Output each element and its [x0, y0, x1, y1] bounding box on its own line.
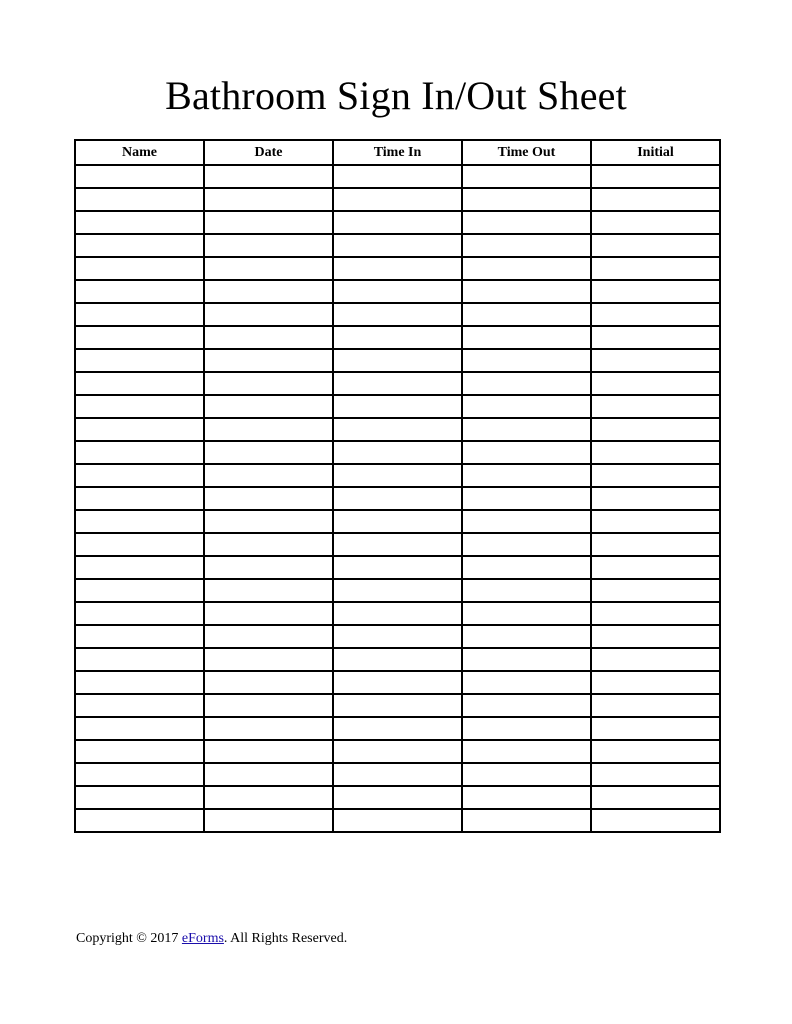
cell-name[interactable]: [75, 556, 204, 579]
cell-time-out[interactable]: [462, 464, 591, 487]
cell-date[interactable]: [204, 441, 333, 464]
cell-name[interactable]: [75, 579, 204, 602]
cell-name[interactable]: [75, 349, 204, 372]
cell-initial[interactable]: [591, 579, 720, 602]
cell-time-in[interactable]: [333, 740, 462, 763]
cell-time-in[interactable]: [333, 694, 462, 717]
cell-initial[interactable]: [591, 786, 720, 809]
cell-time-out[interactable]: [462, 579, 591, 602]
cell-time-in[interactable]: [333, 487, 462, 510]
cell-date[interactable]: [204, 188, 333, 211]
cell-time-in[interactable]: [333, 533, 462, 556]
cell-time-out[interactable]: [462, 786, 591, 809]
table-row: [75, 303, 720, 326]
table-row: [75, 326, 720, 349]
cell-date[interactable]: [204, 418, 333, 441]
cell-time-in[interactable]: [333, 602, 462, 625]
cell-initial[interactable]: [591, 809, 720, 832]
cell-time-out[interactable]: [462, 349, 591, 372]
table-row: [75, 648, 720, 671]
cell-date[interactable]: [204, 326, 333, 349]
cell-name[interactable]: [75, 487, 204, 510]
cell-time-in[interactable]: [333, 211, 462, 234]
cell-initial[interactable]: [591, 349, 720, 372]
cell-date[interactable]: [204, 579, 333, 602]
cell-name[interactable]: [75, 418, 204, 441]
cell-initial[interactable]: [591, 257, 720, 280]
cell-time-out[interactable]: [462, 556, 591, 579]
cell-time-out[interactable]: [462, 165, 591, 188]
cell-date[interactable]: [204, 533, 333, 556]
table-row: [75, 165, 720, 188]
cell-name[interactable]: [75, 786, 204, 809]
column-header-date: Date: [204, 140, 333, 165]
cell-name[interactable]: [75, 395, 204, 418]
cell-date[interactable]: [204, 395, 333, 418]
table-row: [75, 372, 720, 395]
cell-time-in[interactable]: [333, 372, 462, 395]
cell-name[interactable]: [75, 303, 204, 326]
copyright-suffix: . All Rights Reserved.: [223, 931, 348, 946]
cell-time-in[interactable]: [333, 625, 462, 648]
cell-initial[interactable]: [591, 625, 720, 648]
cell-time-out[interactable]: [462, 763, 591, 786]
table-row: [75, 533, 720, 556]
cell-name[interactable]: [75, 717, 204, 740]
cell-name[interactable]: [75, 257, 204, 280]
table-header-row: [75, 140, 720, 165]
cell-time-in[interactable]: [333, 648, 462, 671]
cell-time-in[interactable]: [333, 464, 462, 487]
cell-time-out[interactable]: [462, 694, 591, 717]
table-row: [75, 694, 720, 717]
cell-initial[interactable]: [591, 418, 720, 441]
cell-time-in[interactable]: [333, 257, 462, 280]
cell-time-out[interactable]: [462, 533, 591, 556]
cell-date[interactable]: [204, 234, 333, 257]
cell-time-in[interactable]: [333, 303, 462, 326]
cell-time-out[interactable]: [462, 303, 591, 326]
eforms-link[interactable]: eForms: [181, 931, 224, 946]
cell-date[interactable]: [204, 763, 333, 786]
cell-date[interactable]: [204, 671, 333, 694]
table-row: [75, 464, 720, 487]
cell-initial[interactable]: [591, 188, 720, 211]
cell-time-out[interactable]: [462, 602, 591, 625]
cell-time-in[interactable]: [333, 786, 462, 809]
table-row: [75, 188, 720, 211]
cell-date[interactable]: [204, 211, 333, 234]
table-row: [75, 257, 720, 280]
cell-initial[interactable]: [591, 234, 720, 257]
cell-initial[interactable]: [591, 464, 720, 487]
cell-time-out[interactable]: [462, 395, 591, 418]
cell-time-in[interactable]: [333, 280, 462, 303]
cell-date[interactable]: [204, 487, 333, 510]
table-row: [75, 280, 720, 303]
cell-name[interactable]: [75, 533, 204, 556]
table-row: [75, 717, 720, 740]
cell-date[interactable]: [204, 464, 333, 487]
cell-initial[interactable]: [591, 648, 720, 671]
table-body: [75, 165, 720, 832]
cell-time-out[interactable]: [462, 326, 591, 349]
cell-name[interactable]: [75, 510, 204, 533]
table-row: [75, 602, 720, 625]
cell-name[interactable]: [75, 625, 204, 648]
table-row: [75, 809, 720, 832]
table-row: [75, 579, 720, 602]
cell-date[interactable]: [204, 625, 333, 648]
cell-time-in[interactable]: [333, 326, 462, 349]
cell-time-out[interactable]: [462, 717, 591, 740]
cell-time-in[interactable]: [333, 165, 462, 188]
cell-time-out[interactable]: [462, 671, 591, 694]
cell-time-out[interactable]: [462, 648, 591, 671]
cell-date[interactable]: [204, 786, 333, 809]
cell-time-out[interactable]: [462, 809, 591, 832]
cell-initial[interactable]: [591, 556, 720, 579]
table-row: [75, 763, 720, 786]
cell-time-in[interactable]: [333, 717, 462, 740]
cell-initial[interactable]: [591, 694, 720, 717]
table-row: [75, 786, 720, 809]
cell-time-out[interactable]: [462, 280, 591, 303]
cell-time-in[interactable]: [333, 763, 462, 786]
cell-initial[interactable]: [591, 671, 720, 694]
cell-initial[interactable]: [591, 165, 720, 188]
cell-name[interactable]: [75, 648, 204, 671]
cell-initial[interactable]: [591, 510, 720, 533]
table-row: [75, 625, 720, 648]
cell-initial[interactable]: [591, 533, 720, 556]
cell-name[interactable]: [75, 165, 204, 188]
cell-initial[interactable]: [591, 717, 720, 740]
cell-initial[interactable]: [591, 487, 720, 510]
cell-date[interactable]: [204, 809, 333, 832]
page-title: Bathroom Sign In/Out Sheet: [165, 73, 627, 118]
column-header-initial: Initial: [591, 140, 720, 165]
cell-name[interactable]: [75, 694, 204, 717]
table-row: [75, 441, 720, 464]
cell-initial[interactable]: [591, 602, 720, 625]
cell-time-in[interactable]: [333, 395, 462, 418]
cell-initial[interactable]: [591, 441, 720, 464]
cell-date[interactable]: [204, 602, 333, 625]
table-row: [75, 418, 720, 441]
cell-time-in[interactable]: [333, 188, 462, 211]
cell-time-in[interactable]: [333, 510, 462, 533]
cell-initial[interactable]: [591, 280, 720, 303]
cell-time-out[interactable]: [462, 625, 591, 648]
cell-name[interactable]: [75, 372, 204, 395]
cell-time-in[interactable]: [333, 441, 462, 464]
cell-time-out[interactable]: [462, 211, 591, 234]
cell-initial[interactable]: [591, 740, 720, 763]
cell-time-in[interactable]: [333, 418, 462, 441]
cell-time-out[interactable]: [462, 372, 591, 395]
cell-date[interactable]: [204, 280, 333, 303]
cell-name[interactable]: [75, 763, 204, 786]
cell-date[interactable]: [204, 349, 333, 372]
column-header-time-in: Time In: [333, 140, 462, 165]
table-row: [75, 349, 720, 372]
table-row: [75, 510, 720, 533]
cell-time-out[interactable]: [462, 257, 591, 280]
cell-time-in[interactable]: [333, 809, 462, 832]
cell-date[interactable]: [204, 510, 333, 533]
cell-name[interactable]: [75, 740, 204, 763]
cell-time-out[interactable]: [462, 441, 591, 464]
cell-date[interactable]: [204, 740, 333, 763]
cell-time-out[interactable]: [462, 740, 591, 763]
cell-date[interactable]: [204, 165, 333, 188]
cell-initial[interactable]: [591, 763, 720, 786]
cell-date[interactable]: [204, 556, 333, 579]
cell-date[interactable]: [204, 257, 333, 280]
table-row: [75, 395, 720, 418]
cell-name[interactable]: [75, 671, 204, 694]
cell-initial[interactable]: [591, 395, 720, 418]
table-row: [75, 740, 720, 763]
cell-name[interactable]: [75, 234, 204, 257]
cell-time-in[interactable]: [333, 556, 462, 579]
cell-time-out[interactable]: [462, 487, 591, 510]
cell-initial[interactable]: [591, 303, 720, 326]
cell-date[interactable]: [204, 694, 333, 717]
cell-time-out[interactable]: [462, 234, 591, 257]
table-row: [75, 556, 720, 579]
table-row: [75, 671, 720, 694]
table-row: [75, 234, 720, 257]
cell-date[interactable]: [204, 303, 333, 326]
cell-initial[interactable]: [591, 326, 720, 349]
table-row: [75, 487, 720, 510]
cell-time-in[interactable]: [333, 349, 462, 372]
cell-time-out[interactable]: [462, 418, 591, 441]
cell-time-in[interactable]: [333, 579, 462, 602]
cell-name[interactable]: [75, 441, 204, 464]
copyright-footer: [76, 930, 347, 948]
cell-time-in[interactable]: [333, 671, 462, 694]
cell-name[interactable]: [75, 464, 204, 487]
cell-name[interactable]: [75, 809, 204, 832]
cell-name[interactable]: [75, 280, 204, 303]
sign-in-out-table: [74, 139, 721, 833]
column-header-time-out: Time Out: [462, 140, 591, 165]
cell-time-out[interactable]: [462, 510, 591, 533]
cell-time-out[interactable]: [462, 188, 591, 211]
cell-date[interactable]: [204, 717, 333, 740]
column-header-name: Name: [75, 140, 204, 165]
cell-initial[interactable]: [591, 211, 720, 234]
cell-time-in[interactable]: [333, 234, 462, 257]
copyright-prefix: Copyright © 2017: [76, 931, 182, 946]
cell-name[interactable]: [75, 188, 204, 211]
cell-date[interactable]: [204, 648, 333, 671]
cell-initial[interactable]: [591, 372, 720, 395]
table-row: [75, 211, 720, 234]
cell-name[interactable]: [75, 211, 204, 234]
cell-name[interactable]: [75, 326, 204, 349]
cell-name[interactable]: [75, 602, 204, 625]
cell-date[interactable]: [204, 372, 333, 395]
